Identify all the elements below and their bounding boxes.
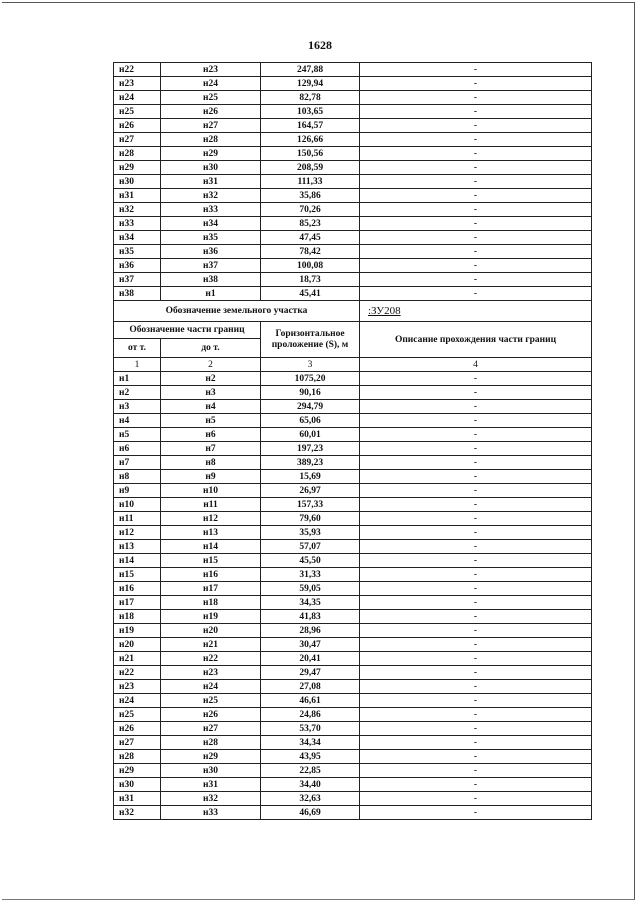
table-row [114, 217, 592, 231]
table-row [114, 666, 592, 680]
table-row [114, 512, 592, 526]
from-point: н29 [114, 764, 161, 778]
table-row [114, 708, 592, 722]
length-value: 82,78 [261, 91, 360, 105]
length-value: 46,69 [261, 806, 360, 820]
length-value: 111,33 [261, 175, 360, 189]
table-row [114, 736, 592, 750]
to-point: н37 [161, 259, 261, 273]
description-value: - [360, 638, 592, 652]
to-point: н29 [161, 147, 261, 161]
table-row [114, 540, 592, 554]
parcel-row [114, 301, 592, 322]
description-value: - [360, 736, 592, 750]
from-point: н8 [114, 470, 161, 484]
description-value: - [360, 666, 592, 680]
table-row [114, 610, 592, 624]
description-value: - [360, 792, 592, 806]
from-point: н36 [114, 259, 161, 273]
table-row [114, 498, 592, 512]
table-row [114, 189, 592, 203]
description-value: - [360, 764, 592, 778]
length-value: 32,63 [261, 792, 360, 806]
from-point: н26 [114, 119, 161, 133]
from-point: н28 [114, 750, 161, 764]
length-value: 126,66 [261, 133, 360, 147]
description-value: - [360, 526, 592, 540]
length-value: 41,83 [261, 610, 360, 624]
table-row [114, 245, 592, 259]
to-point: н31 [161, 778, 261, 792]
length-value: 85,23 [261, 217, 360, 231]
table-row [114, 63, 592, 77]
table-row [114, 750, 592, 764]
description-value: - [360, 400, 592, 414]
from-point: н11 [114, 512, 161, 526]
table-row [114, 582, 592, 596]
description-value: - [360, 554, 592, 568]
table-row [114, 273, 592, 287]
from-point: н5 [114, 428, 161, 442]
to-point: н30 [161, 161, 261, 175]
length-value: 20,41 [261, 652, 360, 666]
from-point: н1 [114, 372, 161, 386]
parcel-label: Обозначение земельного участка [114, 301, 360, 322]
description-value: - [360, 372, 592, 386]
to-point: н2 [161, 372, 261, 386]
length-value: 78,42 [261, 245, 360, 259]
from-point: н18 [114, 610, 161, 624]
description-value: - [360, 147, 592, 161]
to-point: н10 [161, 484, 261, 498]
to-point: н23 [161, 63, 261, 77]
to-point: н29 [161, 750, 261, 764]
from-point: н2 [114, 386, 161, 400]
to-point: н24 [161, 77, 261, 91]
from-point: н35 [114, 245, 161, 259]
to-point: н25 [161, 694, 261, 708]
to-point: н28 [161, 133, 261, 147]
to-point: н7 [161, 442, 261, 456]
to-point: н15 [161, 554, 261, 568]
table-row [114, 806, 592, 820]
length-value: 208,59 [261, 161, 360, 175]
to-point: н5 [161, 414, 261, 428]
length-value: 47,45 [261, 231, 360, 245]
to-point: н33 [161, 806, 261, 820]
table-row [114, 400, 592, 414]
description-value: - [360, 273, 592, 287]
description-value: - [360, 582, 592, 596]
from-point: н24 [114, 694, 161, 708]
length-value: 79,60 [261, 512, 360, 526]
from-point: н31 [114, 792, 161, 806]
to-point: н16 [161, 568, 261, 582]
from-point: н32 [114, 806, 161, 820]
length-value: 53,70 [261, 722, 360, 736]
description-value: - [360, 806, 592, 820]
to-point: н32 [161, 189, 261, 203]
description-value: - [360, 470, 592, 484]
to-point: н26 [161, 105, 261, 119]
to-point: н12 [161, 512, 261, 526]
description-value: - [360, 596, 592, 610]
from-point: н27 [114, 736, 161, 750]
description-value: - [360, 498, 592, 512]
to-point: н8 [161, 456, 261, 470]
description-value: - [360, 778, 592, 792]
to-point: н31 [161, 175, 261, 189]
to-point: н14 [161, 540, 261, 554]
table-row [114, 638, 592, 652]
to-point: н32 [161, 792, 261, 806]
table-row [114, 105, 592, 119]
length-value: 34,35 [261, 596, 360, 610]
description-value: - [360, 568, 592, 582]
from-point: н22 [114, 666, 161, 680]
table-row [114, 147, 592, 161]
description-value: - [360, 680, 592, 694]
from-point: н30 [114, 175, 161, 189]
table-row [114, 652, 592, 666]
from-point: н23 [114, 77, 161, 91]
length-value: 46,61 [261, 694, 360, 708]
to-point: н35 [161, 231, 261, 245]
length-value: 29,47 [261, 666, 360, 680]
to-point: н36 [161, 245, 261, 259]
table-row [114, 231, 592, 245]
from-point: н20 [114, 638, 161, 652]
from-point: н13 [114, 540, 161, 554]
description-value: - [360, 203, 592, 217]
length-value: 27,08 [261, 680, 360, 694]
header-part: Обозначение части границ [114, 322, 261, 339]
description-value: - [360, 77, 592, 91]
length-value: 26,97 [261, 484, 360, 498]
to-point: н18 [161, 596, 261, 610]
to-point: н22 [161, 652, 261, 666]
length-value: 90,16 [261, 386, 360, 400]
table-row [114, 778, 592, 792]
length-value: 389,23 [261, 456, 360, 470]
from-point: н32 [114, 203, 161, 217]
parcel-value: :ЗУ208 [360, 301, 592, 322]
from-point: н29 [114, 161, 161, 175]
from-point: н14 [114, 554, 161, 568]
to-point: н33 [161, 203, 261, 217]
length-value: 103,65 [261, 105, 360, 119]
header-from: от т. [114, 339, 161, 358]
description-value: - [360, 750, 592, 764]
table-row [114, 554, 592, 568]
from-point: н26 [114, 722, 161, 736]
length-value: 22,85 [261, 764, 360, 778]
table-row [114, 372, 592, 386]
col-number-3: 3 [261, 358, 360, 372]
table-row [114, 484, 592, 498]
length-value: 34,40 [261, 778, 360, 792]
from-point: н38 [114, 287, 161, 301]
description-value: - [360, 512, 592, 526]
length-value: 43,95 [261, 750, 360, 764]
to-point: н21 [161, 638, 261, 652]
from-point: н27 [114, 133, 161, 147]
description-value: - [360, 540, 592, 554]
from-point: н31 [114, 189, 161, 203]
description-value: - [360, 189, 592, 203]
from-point: н37 [114, 273, 161, 287]
length-value: 57,07 [261, 540, 360, 554]
table-row [114, 133, 592, 147]
from-point: н25 [114, 708, 161, 722]
from-point: н22 [114, 63, 161, 77]
description-value: - [360, 259, 592, 273]
to-point: н24 [161, 680, 261, 694]
to-point: н25 [161, 91, 261, 105]
table-row [114, 456, 592, 470]
table-row [114, 764, 592, 778]
to-point: н17 [161, 582, 261, 596]
description-value: - [360, 722, 592, 736]
description-value: - [360, 217, 592, 231]
length-value: 28,96 [261, 624, 360, 638]
length-value: 157,33 [261, 498, 360, 512]
to-point: н6 [161, 428, 261, 442]
from-point: н19 [114, 624, 161, 638]
length-value: 59,05 [261, 582, 360, 596]
length-value: 164,57 [261, 119, 360, 133]
from-point: н17 [114, 596, 161, 610]
col-number-4: 4 [360, 358, 592, 372]
length-value: 24,86 [261, 708, 360, 722]
table-row [114, 175, 592, 189]
to-point: н20 [161, 624, 261, 638]
to-point: н19 [161, 610, 261, 624]
to-point: н34 [161, 217, 261, 231]
table-row [114, 414, 592, 428]
length-value: 45,50 [261, 554, 360, 568]
to-point: н27 [161, 722, 261, 736]
table-row [114, 119, 592, 133]
length-value: 65,06 [261, 414, 360, 428]
table-row [114, 287, 592, 301]
to-point: н28 [161, 736, 261, 750]
table-row [114, 624, 592, 638]
table-row [114, 470, 592, 484]
description-value: - [360, 287, 592, 301]
table-row [114, 792, 592, 806]
length-value: 35,86 [261, 189, 360, 203]
description-value: - [360, 175, 592, 189]
from-point: н15 [114, 568, 161, 582]
parcel-section [114, 301, 592, 372]
description-value: - [360, 428, 592, 442]
description-value: - [360, 119, 592, 133]
from-point: н21 [114, 652, 161, 666]
to-point: н1 [161, 287, 261, 301]
from-point: н3 [114, 400, 161, 414]
table-row [114, 386, 592, 400]
header-row-1 [114, 322, 592, 339]
header-length: Горизонтальное проложение (S), м [261, 322, 360, 358]
from-point: н23 [114, 680, 161, 694]
to-point: н27 [161, 119, 261, 133]
col-number-1: 1 [114, 358, 161, 372]
from-point: н6 [114, 442, 161, 456]
table-row [114, 680, 592, 694]
table-row [114, 596, 592, 610]
length-value: 247,88 [261, 63, 360, 77]
table-row [114, 722, 592, 736]
bottom-rows [114, 372, 592, 820]
from-point: н24 [114, 91, 161, 105]
length-value: 35,93 [261, 526, 360, 540]
to-point: н26 [161, 708, 261, 722]
table-row [114, 694, 592, 708]
table-row [114, 77, 592, 91]
boundary-table [113, 62, 592, 820]
description-value: - [360, 91, 592, 105]
description-value: - [360, 231, 592, 245]
header-description: Описание прохождения части границ [360, 322, 592, 358]
length-value: 18,73 [261, 273, 360, 287]
length-value: 197,23 [261, 442, 360, 456]
to-point: н9 [161, 470, 261, 484]
to-point: н13 [161, 526, 261, 540]
length-value: 150,56 [261, 147, 360, 161]
to-point: н3 [161, 386, 261, 400]
to-point: н38 [161, 273, 261, 287]
to-point: н11 [161, 498, 261, 512]
table-row [114, 161, 592, 175]
description-value: - [360, 386, 592, 400]
table-row [114, 259, 592, 273]
description-value: - [360, 63, 592, 77]
from-point: н9 [114, 484, 161, 498]
length-value: 15,69 [261, 470, 360, 484]
to-point: н30 [161, 764, 261, 778]
description-value: - [360, 414, 592, 428]
from-point: н4 [114, 414, 161, 428]
description-value: - [360, 245, 592, 259]
length-value: 70,26 [261, 203, 360, 217]
from-point: н7 [114, 456, 161, 470]
length-value: 45,41 [261, 287, 360, 301]
description-value: - [360, 161, 592, 175]
length-value: 34,34 [261, 736, 360, 750]
description-value: - [360, 442, 592, 456]
page-number: 1628 [308, 38, 332, 52]
table-row [114, 203, 592, 217]
to-point: н23 [161, 666, 261, 680]
length-value: 100,08 [261, 259, 360, 273]
table-row [114, 526, 592, 540]
length-value: 294,79 [261, 400, 360, 414]
table-row [114, 568, 592, 582]
col-number-2: 2 [161, 358, 261, 372]
description-value: - [360, 624, 592, 638]
description-value: - [360, 456, 592, 470]
from-point: н33 [114, 217, 161, 231]
description-value: - [360, 610, 592, 624]
description-value: - [360, 708, 592, 722]
length-value: 31,33 [261, 568, 360, 582]
description-value: - [360, 133, 592, 147]
description-value: - [360, 484, 592, 498]
from-point: н25 [114, 105, 161, 119]
length-value: 1075,20 [261, 372, 360, 386]
table-row [114, 91, 592, 105]
to-point: н4 [161, 400, 261, 414]
table-row [114, 442, 592, 456]
column-number-row [114, 358, 592, 372]
header-to: до т. [161, 339, 261, 358]
length-value: 60,01 [261, 428, 360, 442]
from-point: н34 [114, 231, 161, 245]
length-value: 129,94 [261, 77, 360, 91]
from-point: н12 [114, 526, 161, 540]
length-value: 30,47 [261, 638, 360, 652]
description-value: - [360, 694, 592, 708]
table-row [114, 428, 592, 442]
from-point: н10 [114, 498, 161, 512]
description-value: - [360, 652, 592, 666]
from-point: н28 [114, 147, 161, 161]
description-value: - [360, 105, 592, 119]
from-point: н30 [114, 778, 161, 792]
from-point: н16 [114, 582, 161, 596]
top-rows [114, 63, 592, 301]
